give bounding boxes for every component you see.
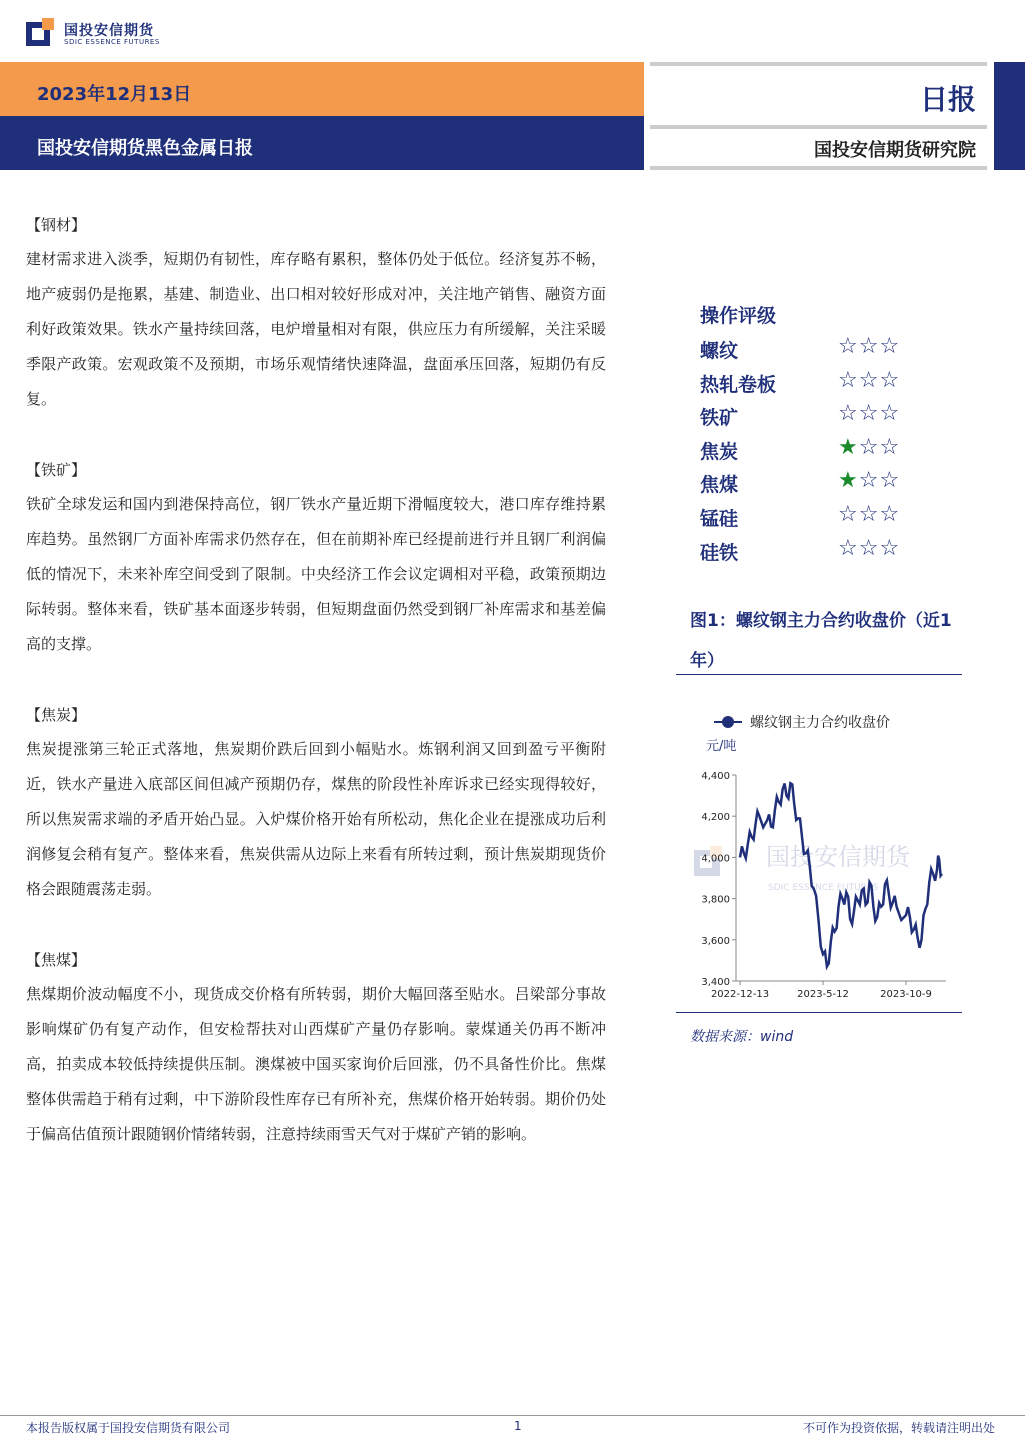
star-empty-icon: ☆	[879, 334, 901, 359]
rating-stars	[838, 334, 900, 359]
rating-stars	[838, 401, 900, 426]
report-type: 日报	[919, 83, 976, 116]
section-body-coke: 焦炭提涨第三轮正式落地，焦炭期价跌后回到小幅贴水。炼钢利润又回到盈亏平衡附近，铁水产量进入底部区间但减产预期仍存，煤焦的阶段性补库诉求已经实现得较好，所以焦炭需求端的矛盾开始凸显。入炉煤价格开始有所松动，焦化企业在提涨成功后利润修复会稍有复产。整体来看，焦炭供需从边际上来看有所转过剩，预计焦炭期现货价格会跟随震荡走弱。	[26, 740, 606, 898]
rating-row	[700, 403, 960, 433]
rating-label: 硅铁	[700, 541, 739, 564]
star-empty-icon: ☆	[879, 468, 901, 494]
figure-divider-bottom	[676, 1012, 962, 1013]
rating-row	[700, 504, 960, 534]
divider	[650, 125, 987, 129]
x-tick-label: 2023-10-9	[880, 989, 932, 1000]
chart-legend	[714, 714, 890, 731]
star-empty-icon: ☆	[879, 367, 901, 393]
footer-copyright: 本报告版权属于国投安信期货有限公司	[26, 1421, 231, 1435]
rating-label: 焦煤	[700, 474, 739, 497]
y-tick-label: 4,400	[701, 771, 730, 782]
y-tick-label: 3,800	[701, 894, 730, 906]
section-heading-steel: 【钢材】	[26, 216, 87, 234]
logo-text-cn: 国投安信期货	[64, 23, 154, 39]
y-tick-label: 4,000	[701, 853, 730, 865]
x-tick-label: 2022-12-13	[710, 989, 770, 1000]
rating-label: 铁矿	[700, 407, 739, 430]
rating-stars	[838, 435, 900, 460]
star-empty-icon: ☆	[858, 334, 880, 359]
logo-text-en: SDIC ESSENCE FUTURES	[64, 38, 160, 46]
y-tick-label: 3,400	[701, 977, 730, 988]
rating-label: 热轧卷板	[700, 373, 777, 396]
star-empty-icon: ☆	[879, 502, 901, 527]
star-empty-icon: ☆	[838, 535, 859, 561]
star-empty-icon: ☆	[838, 401, 859, 427]
star-empty-icon: ☆	[879, 401, 901, 427]
section-body-coking-coal: 焦煤期价波动幅度不小，现货成交价格有所转弱，期价大幅回落至贴水。吕梁部分事故影响煤矿仍有复产动作，但安检帮扶对山西煤矿产量仍存影响。蒙煤通关仍再不断冲高，拍卖成本较低持续提供压制。澳煤被中国买家询价后回涨，仍不具备性价比。焦煤整体供需趋于稍有过剩，中下游阶段性库存已有所补充，焦煤价格开始转弱。期价仍处于偏高估值预计跟随钢价情绪转弱，注意持续雨雪天气对于煤矿产销的影响。	[26, 985, 606, 1143]
star-empty-icon: ☆	[879, 535, 901, 561]
rating-stars	[838, 468, 900, 493]
legend-marker-icon	[722, 716, 734, 728]
series-line-rebar	[740, 783, 942, 966]
section-heading-iron-ore: 【铁矿】	[26, 461, 87, 479]
watermark-text-en: SDIC ESSENCE FUTURES	[768, 883, 879, 893]
rating-stars	[838, 536, 900, 561]
star-empty-icon: ☆	[858, 502, 880, 527]
y-axis-label: 元/吨	[706, 739, 737, 754]
rebar-price-chart	[676, 700, 962, 1010]
rating-stars	[838, 368, 900, 393]
rating-label: 螺纹	[700, 340, 739, 362]
section-heading-coke: 【焦炭】	[26, 706, 87, 724]
star-empty-icon: ☆	[858, 367, 880, 393]
y-tick-label: 3,600	[701, 935, 730, 947]
report-title: 国投安信期货黑色金属日报	[37, 138, 253, 159]
rating-row	[700, 470, 960, 500]
star-empty-icon: ☆	[858, 401, 880, 427]
divider	[650, 166, 987, 170]
divider	[650, 62, 987, 66]
rating-label: 锰硅	[700, 508, 739, 530]
star-empty-icon: ☆	[879, 434, 901, 460]
rating-row	[700, 535, 960, 568]
rating-row	[700, 367, 960, 400]
rating-row	[700, 336, 960, 366]
rating-stars	[838, 502, 900, 527]
figure-title: 图1：螺纹钢主力合约收盘价（近1年）	[690, 611, 952, 671]
rating-label: 焦炭	[700, 440, 739, 463]
star-filled-icon: ★	[838, 434, 859, 460]
section-heading-coking-coal: 【焦煤】	[26, 951, 87, 969]
star-empty-icon: ☆	[838, 367, 859, 393]
x-tick-label: 2023-5-12	[797, 989, 849, 1000]
star-empty-icon: ☆	[838, 334, 859, 359]
star-empty-icon: ☆	[838, 502, 859, 527]
report-type-box	[650, 62, 990, 170]
y-tick-label: 4,200	[701, 812, 730, 824]
star-filled-icon: ★	[838, 468, 859, 494]
footer-disclaimer: 不可作为投资依据，转载请注明出处	[802, 1421, 995, 1435]
star-empty-icon: ☆	[858, 434, 880, 460]
company-logo	[26, 18, 166, 52]
report-date: 2023年12月13日	[37, 84, 192, 105]
watermark-text-cn: 国投安信期货	[766, 843, 910, 871]
star-empty-icon: ☆	[858, 535, 880, 561]
institute-name: 国投安信期货研究院	[814, 140, 976, 161]
logo-mark-icon	[26, 18, 56, 48]
data-source: 数据来源：wind	[690, 1029, 794, 1045]
legend-label: 螺纹钢主力合约收盘价	[750, 715, 890, 731]
section-body-steel: 建材需求进入淡季，短期仍有韧性，库存略有累积，整体仍处于低位。经济复苏不畅，地产疲弱仍是拖累，基建、制造业、出口相对较好形成对冲，关注地产销售、融资方面利好政策效果。铁水产量持续回落，电炉增量相对有限，供应压力有所缓解，关注采暖季限产政策。宏观政策不及预期，市场乐观情绪快速降温，盘面承压回落，短期仍有反复。	[26, 250, 606, 408]
star-empty-icon: ☆	[858, 468, 880, 494]
rating-title: 操作评级	[700, 305, 777, 327]
figure-divider-top	[676, 674, 962, 675]
page-number: 1	[514, 1419, 522, 1433]
header-edge-bar	[994, 62, 1025, 170]
rating-row	[700, 434, 960, 467]
footer-divider	[0, 1415, 1025, 1416]
section-body-iron-ore: 铁矿全球发运和国内到港保持高位，钢厂铁水产量近期下滑幅度较大，港口库存维持累库趋势。虽然钢厂方面补库需求仍然存在，但在前期补库已经提前进行并且钢厂利润偏低的情况下，未来补库空间受到了限制。中央经济工作会议定调相对平稳，政策预期边际转弱。整体来看，铁矿基本面逐步转弱，但短期盘面仍然受到钢厂补库需求和基差偏高的支撑。	[26, 495, 606, 653]
